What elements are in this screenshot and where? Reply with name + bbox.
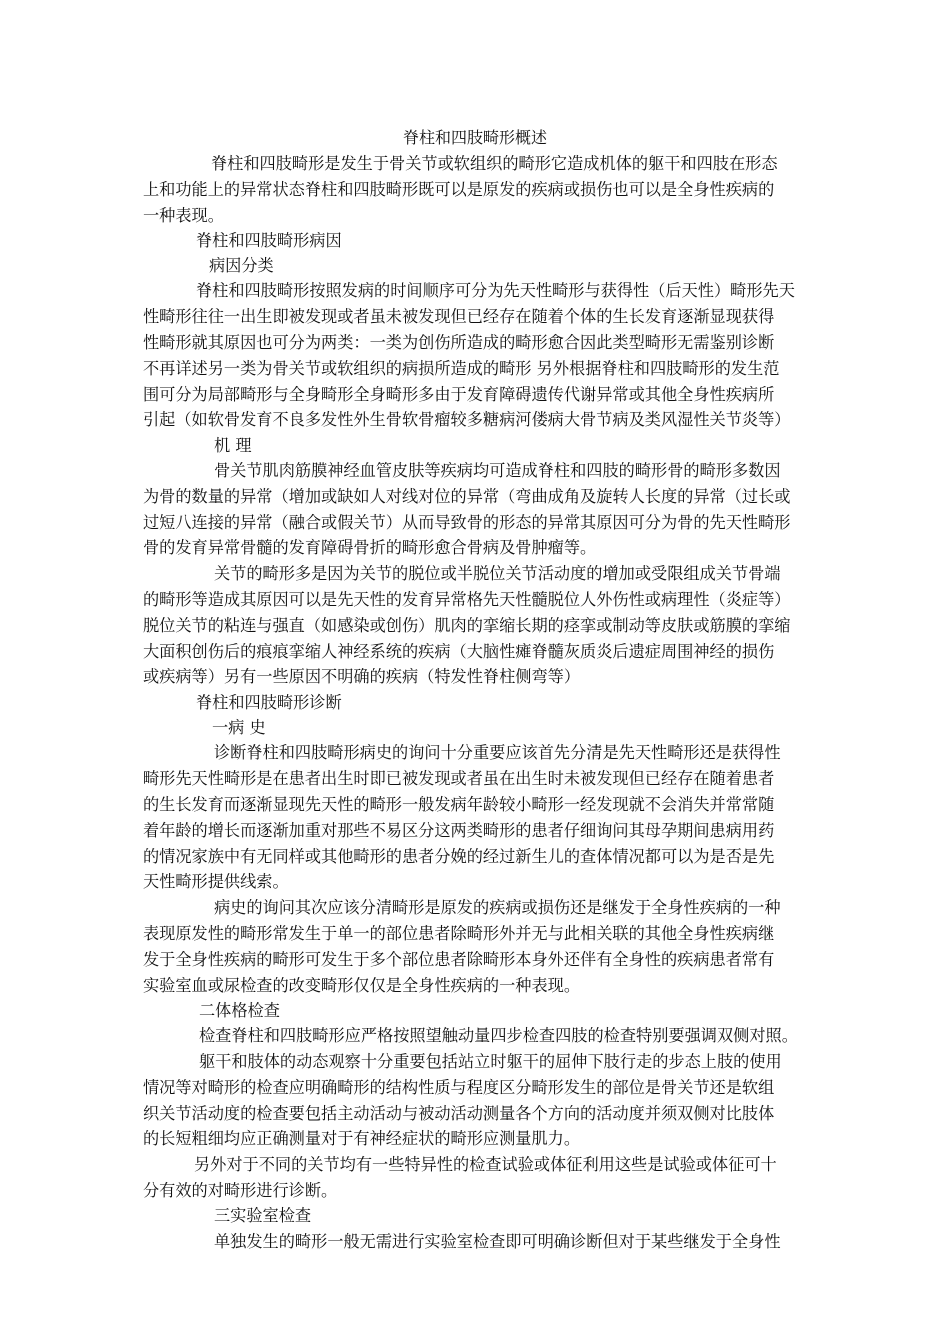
paragraph-line: 病史的询问其次应该分清畸形是原发的疾病或损伤还是继发于全身性疾病的一种 xyxy=(214,898,781,917)
paragraph-line: 过短八连接的异常（融合或假关节）从而导致骨的形态的异常其原因可分为骨的先天性畸形 xyxy=(143,513,791,532)
document-title: 脊柱和四肢畸形概述 xyxy=(402,128,547,147)
paragraph-line: 着年龄的增长而逐渐加重对那些不易区分这两类畸形的患者仔细询问其母孕期间患病用药 xyxy=(143,821,775,840)
paragraph-line: 为骨的数量的异常（增加或缺如人对线对位的异常（弯曲成角及旋转人长度的异常（过长或 xyxy=(143,487,791,506)
paragraph-line: 表现原发性的畸形常发生于单一的部位患者除畸形外并无与此相关联的其他全身性疾病继 xyxy=(143,924,775,943)
subsection-heading: 机 理 xyxy=(214,436,252,455)
subsection-heading: 病因分类 xyxy=(209,256,274,275)
section-heading: 脊柱和四肢畸形诊断 xyxy=(196,693,342,712)
subsection-heading: 二体格检查 xyxy=(199,1001,280,1020)
paragraph-line: 性畸形往往一出生即被发现或者虽未被发现但已经存在随着个体的生长发育逐渐显现获得 xyxy=(143,307,775,326)
paragraph-line: 躯干和肢体的动态观察十分重要包括站立时躯干的屈伸下肢行走的步态上肢的使用 xyxy=(199,1052,782,1071)
paragraph-line: 大面积创伤后的痕痕挛缩人神经系统的疾病（大脑性瘫脊髓灰质炎后遗症周围神经的损伤 xyxy=(143,642,775,661)
paragraph-line: 检查脊柱和四肢畸形应严格按照望触动量四步检查四肢的检查特别要强调双侧对照。 xyxy=(199,1026,798,1045)
paragraph-line: 的情况家族中有无同样或其他畸形的患者分娩的经过新生儿的查体情况都可以为是否是先 xyxy=(143,847,775,866)
paragraph-line: 不再详述另一类为骨关节或软组织的病损所造成的畸形 另外根据脊柱和四肢畸形的发生范 xyxy=(143,359,780,378)
paragraph-line: 情况等对畸形的检查应明确畸形的结构性质与程度区分畸形发生的部位是骨关节还是软组 xyxy=(143,1078,775,1097)
paragraph-line: 分有效的对畸形进行诊断。 xyxy=(143,1181,338,1200)
paragraph-line: 天性畸形提供线索。 xyxy=(143,872,289,891)
paragraph-line: 一种表现。 xyxy=(143,206,224,225)
paragraph-line: 的长短粗细均应正确测量对于有神经症状的畸形应测量肌力。 xyxy=(143,1129,581,1148)
paragraph-line: 关节的畸形多是因为关节的脱位或半脱位关节活动度的增加或受限组成关节骨端 xyxy=(214,564,781,583)
paragraph-line: 或疾病等）另有一些原因不明确的疾病（特发性脊柱侧弯等） xyxy=(143,667,581,686)
subsection-heading: 三实验室检查 xyxy=(214,1206,312,1225)
paragraph-line: 的畸形等造成其原因可以是先天性的发育异常格先天性髓脱位人外伤性或病理性（炎症等） xyxy=(143,590,791,609)
paragraph-line: 脊柱和四肢畸形是发生于骨关节或软组织的畸形它造成机体的躯干和四肢在形态 xyxy=(211,154,778,173)
paragraph-line: 畸形先天性畸形是在患者出生时即已被发现或者虽在出生时未被发现但已经存在随着患者 xyxy=(143,769,775,788)
paragraph-line: 的生长发育而逐渐显现先天性的畸形一般发病年龄较小畸形一经发现就不会消失并常常随 xyxy=(143,795,775,814)
paragraph-line: 围可分为局部畸形与全身畸形全身畸形多由于发育障碍遗传代谢异常或其他全身性疾病所 xyxy=(143,385,775,404)
paragraph-line: 骨关节肌肉筋膜神经血管皮肤等疾病均可造成脊柱和四肢的畸形骨的畸形多数因 xyxy=(214,461,781,480)
paragraph-line: 性畸形就其原因也可分为两类：一类为创伤所造成的畸形愈合因此类型畸形无需鉴别诊断 xyxy=(143,333,775,352)
paragraph-line: 单独发生的畸形一般无需进行实验室检查即可明确诊断但对于某些继发于全身性 xyxy=(214,1232,781,1251)
paragraph-line: 实验室血或尿检查的改变畸形仅仅是全身性疾病的一种表现。 xyxy=(143,976,581,995)
paragraph-line: 引起（如软骨发育不良多发性外生骨软骨瘤较多糖病河偻病大骨节病及类风湿性关节炎等） xyxy=(143,410,791,429)
paragraph-line: 另外对于不同的关节均有一些特异性的检查试验或体征利用这些是试验或体征可十 xyxy=(194,1155,777,1174)
paragraph-line: 骨的发育异常骨髓的发育障碍骨折的畸形愈合骨病及骨肿瘤等。 xyxy=(143,538,597,557)
subsection-heading: 一病 史 xyxy=(212,718,266,737)
paragraph-line: 诊断脊柱和四肢畸形病史的询问十分重要应该首先分清是先天性畸形还是获得性 xyxy=(214,743,781,762)
paragraph-line: 发于全身性疾病的畸形可发生于多个部位患者除畸形本身外还伴有全身性的疾病患者常有 xyxy=(143,950,775,969)
paragraph-line: 脱位关节的粘连与强直（如感染或创伤）肌肉的挛缩长期的痉挛或制动等皮肤或筋膜的挛缩 xyxy=(143,616,791,635)
paragraph-line: 上和功能上的异常状态脊柱和四肢畸形既可以是原发的疾病或损伤也可以是全身性疾病的 xyxy=(143,180,775,199)
paragraph-line: 织关节活动度的检查要包括主动活动与被动活动测量各个方向的活动度并须双侧对比肢体 xyxy=(143,1104,775,1123)
section-heading: 脊柱和四肢畸形病因 xyxy=(196,231,342,250)
paragraph-line: 脊柱和四肢畸形按照发病的时间顺序可分为先天性畸形与获得性（后天性）畸形先天 xyxy=(196,281,795,300)
